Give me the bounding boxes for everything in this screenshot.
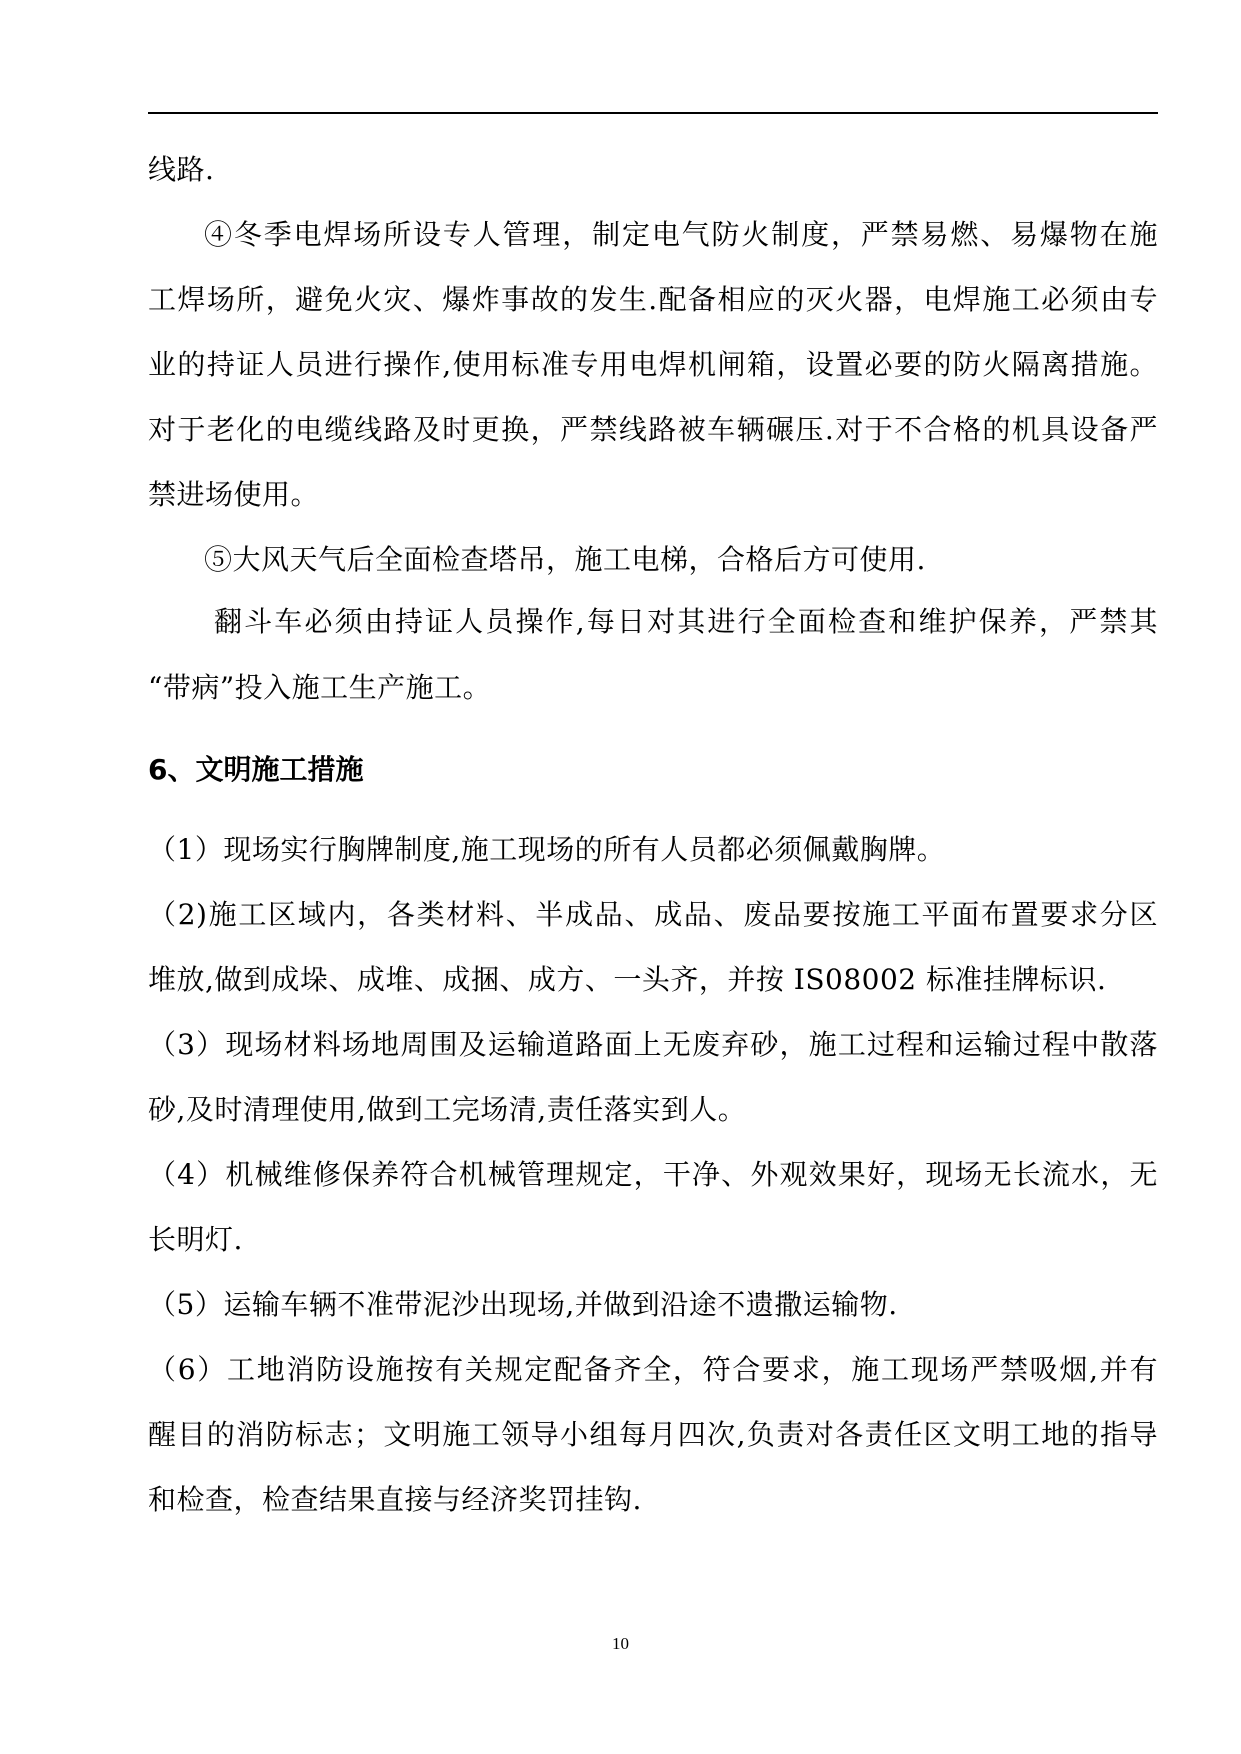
section-line-11: 和检查，检查结果直接与经济奖罚挂钩. <box>148 1483 642 1516</box>
section-heading: 6、文明施工措施 <box>148 753 364 786</box>
section-line-3: 堆放,做到成垛、成堆、成捆、成方、一头齐，并按 IS08002 标准挂牌标识. <box>148 963 1107 996</box>
section-line-4: （3）现场材料场地周围及运输道路面上无废弃砂，施工过程和运输过程中散落 <box>148 1028 1158 1061</box>
body-line-7: ⑤大风天气后全面检查塔吊，施工电梯，合格后方可使用. <box>204 543 926 576</box>
body-line-4: 业的持证人员进行操作,使用标准专用电焊机闸箱，设置必要的防火隔离措施。 <box>148 348 1158 381</box>
section-line-7: 长明灯. <box>148 1223 243 1256</box>
body-line-3: 工焊场所，避免火灾、爆炸事故的发生.配备相应的灭火器，电焊施工必须由专 <box>148 283 1158 316</box>
section-line-2: （2)施工区域内，各类材料、半成品、成品、废品要按施工平面布置要求分区 <box>148 898 1158 931</box>
section-line-8: （5）运输车辆不准带泥沙出现场,并做到沿途不遗撒运输物. <box>148 1288 898 1321</box>
section-line-9: （6）工地消防设施按有关规定配备齐全，符合要求，施工现场严禁吸烟,并有 <box>148 1353 1158 1386</box>
section-line-1: （1）现场实行胸牌制度,施工现场的所有人员都必须佩戴胸牌。 <box>148 833 946 866</box>
page-number: 10 <box>612 1634 629 1653</box>
section-line-6: （4）机械维修保养符合机械管理规定，干净、外观效果好，现场无长流水，无 <box>148 1158 1158 1191</box>
header-rule <box>148 112 1158 114</box>
body-line-1: 线路. <box>148 153 215 186</box>
body-line-8: 翻斗车必须由持证人员操作,每日对其进行全面检查和维护保养，严禁其 <box>214 605 1158 638</box>
section-line-10: 醒目的消防标志；文明施工领导小组每月四次,负责对各责任区文明工地的指导 <box>148 1418 1158 1451</box>
body-line-2: ④冬季电焊场所设专人管理，制定电气防火制度，严禁易燃、易爆物在施 <box>204 218 1158 251</box>
body-line-5: 对于老化的电缆线路及时更换，严禁线路被车辆碾压.对于不合格的机具设备严 <box>148 413 1158 446</box>
body-line-6: 禁进场使用。 <box>148 478 320 511</box>
section-line-5: 砂,及时清理使用,做到工完场清,责任落实到人。 <box>148 1093 747 1126</box>
body-line-9: “带病”投入施工生产施工。 <box>148 671 492 704</box>
